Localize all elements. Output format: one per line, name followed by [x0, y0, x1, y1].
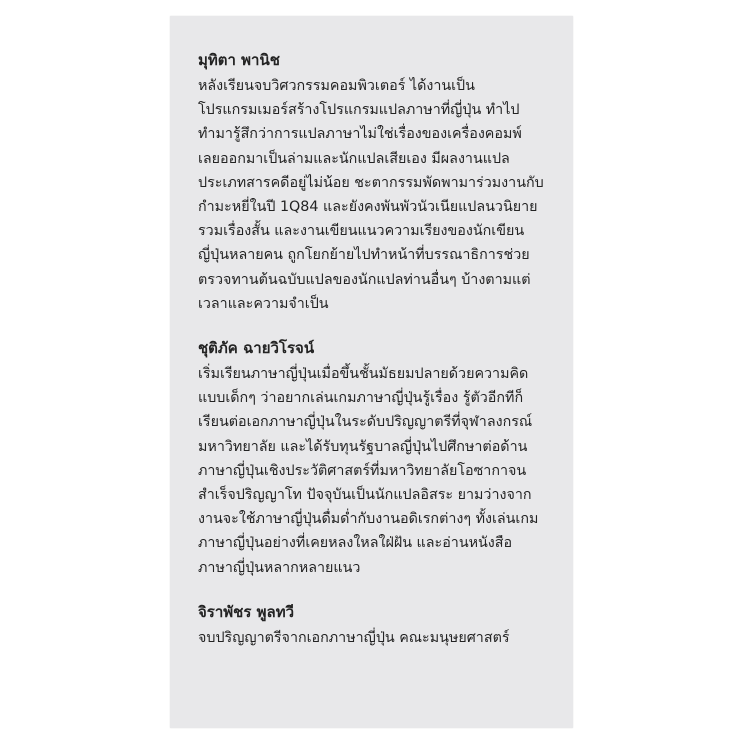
bio-paragraph — [198, 626, 558, 650]
book-page — [170, 16, 573, 728]
bio-line: กำมะหยี่ในปี 1Q84 และยังคงพันพัวนัวเนียแปลนวนิยาย — [198, 199, 538, 216]
bio-line: เลยออกมาเป็นล่ามและนักแปลเสียเอง มีผลงานแปล — [198, 150, 510, 167]
bio-section-3 — [198, 600, 558, 650]
bio-section-2 — [198, 336, 558, 580]
bio-line: เรียนต่อเอกภาษาญี่ปุ่นในระดับปริญญาตรีที่จุฬาลงกรณ์ — [198, 414, 533, 431]
bio-line: โปรแกรมเมอร์สร้างโปรแกรมแปลภาษาที่ญี่ปุ่น ทำไป — [198, 102, 520, 119]
bio-line: รวมเรื่องสั้น และงานเขียนแนวความเรียงของนักเขียน — [198, 223, 525, 240]
bio-line: ภาษาญี่ปุ่นหลากหลายแนว — [198, 559, 361, 576]
bio-line: ตรวจทานต้นฉบับแปลของนักแปลท่านอื่นๆ บ้างตามแต่ — [198, 271, 531, 288]
bio-line: เริ่มเรียนภาษาญี่ปุ่นเมื่อขึ้นชั้นมัธยมปลายด้วยความคิด — [198, 366, 529, 383]
bio-line: ญี่ปุ่นหลายคน ถูกโยกย้ายไปทำหน้าที่บรรณาธิการช่วย — [198, 247, 530, 264]
bio-line: สำเร็จปริญญาโท ปัจจุบันเป็นนักแปลอิสระ ยามว่างจาก — [198, 487, 532, 504]
bio-line: จบปริญญาตรีจากเอกภาษาญี่ปุ่น คณะมนุษยศาสตร์ — [198, 629, 510, 646]
bio-line: แบบเด็กๆ ว่าอยากเล่นเกมภาษาญี่ปุ่นรู้เรื่อง รู้ตัวอีกทีก็ — [198, 390, 524, 407]
bio-paragraph — [198, 74, 558, 316]
bio-line: หลังเรียนจบวิศวกรรมคอมพิวเตอร์ ได้งานเป็น — [198, 78, 475, 94]
translator-name: จิราพัชร พูลทวี — [198, 602, 295, 621]
bio-line: ภาษาญี่ปุ่นเชิงประวัติศาสตร์ที่มหาวิทยาลัยโอซากาจน — [198, 462, 527, 479]
bio-section-1 — [198, 48, 558, 316]
bio-line: มหาวิทยาลัย และได้รับทุนรัฐบาลญี่ปุ่นไปศึกษาต่อด้าน — [198, 438, 528, 455]
translator-bios — [198, 48, 558, 650]
bio-line: ภาษาญี่ปุ่นอย่างที่เคยหลงใหลใฝ่ฝัน และอ่านหนังสือ — [198, 535, 513, 552]
bio-line: ทำมารู้สึกว่าการแปลภาษาไม่ใช่เรื่องของเครื่องคอมพ์ — [198, 126, 522, 143]
translator-name: ชุติภัค ฉายวิโรจน์ — [198, 339, 315, 358]
bio-paragraph — [198, 362, 558, 580]
translator-name: มุทิตา พานิช — [198, 51, 280, 69]
bio-line: ประเภทสารคดีอยู่ไม่น้อย ชะตากรรมพัดพามาร่วมงานกับ — [198, 174, 544, 191]
bio-line: งานจะใช้ภาษาญี่ปุ่นดื่มด่ำกับงานอดิเรกต่างๆ ทั้งเล่นเกม — [198, 511, 539, 528]
bio-line: เวลาและความจำเป็น — [198, 295, 329, 312]
